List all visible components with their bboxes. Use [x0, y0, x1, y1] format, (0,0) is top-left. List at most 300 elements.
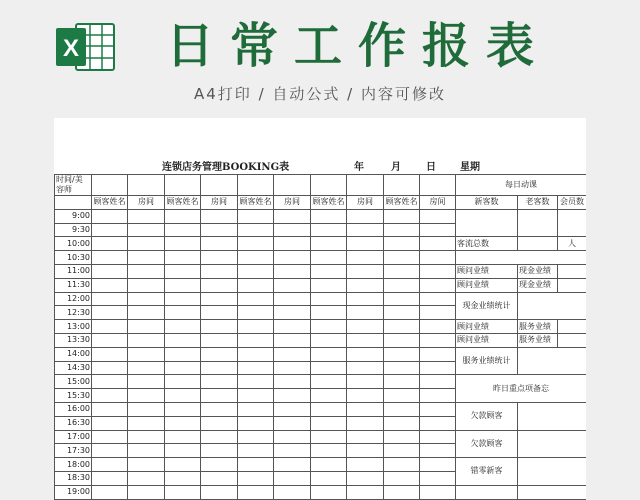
- booking-cell[interactable]: [384, 306, 420, 320]
- booking-cell[interactable]: [347, 416, 384, 430]
- booking-cell[interactable]: [384, 333, 420, 347]
- booking-cell[interactable]: [384, 209, 420, 223]
- booking-cell[interactable]: [128, 320, 165, 334]
- booking-cell[interactable]: [238, 251, 274, 265]
- header-blank[interactable]: [420, 175, 456, 196]
- header-blank[interactable]: [201, 175, 238, 196]
- booking-cell[interactable]: [165, 471, 201, 485]
- booking-cell[interactable]: [165, 333, 201, 347]
- booking-cell[interactable]: [420, 223, 456, 237]
- booking-cell[interactable]: [128, 306, 165, 320]
- booking-cell[interactable]: [347, 278, 384, 292]
- booking-cell[interactable]: [420, 292, 456, 306]
- booking-cell[interactable]: [274, 306, 311, 320]
- booking-cell[interactable]: [274, 347, 311, 361]
- booking-cell[interactable]: [92, 237, 128, 251]
- booking-cell[interactable]: [165, 485, 201, 499]
- time-slot[interactable]: 18:30: [55, 471, 92, 485]
- booking-cell[interactable]: [92, 471, 128, 485]
- total-flow-value[interactable]: [518, 237, 558, 251]
- booking-cell[interactable]: [165, 209, 201, 223]
- booking-cell[interactable]: [311, 444, 347, 458]
- booking-cell[interactable]: [274, 264, 311, 278]
- booking-cell[interactable]: [201, 485, 238, 499]
- booking-cell[interactable]: [311, 333, 347, 347]
- booking-cell[interactable]: [238, 320, 274, 334]
- booking-cell[interactable]: [128, 292, 165, 306]
- booking-cell[interactable]: [128, 389, 165, 403]
- booking-cell[interactable]: [274, 416, 311, 430]
- booking-cell[interactable]: [384, 237, 420, 251]
- blank[interactable]: [558, 278, 587, 292]
- time-slot[interactable]: 9:00: [55, 209, 92, 223]
- booking-cell[interactable]: [274, 292, 311, 306]
- time-slot[interactable]: 19:00: [55, 485, 92, 499]
- service-stats-value[interactable]: [518, 347, 587, 375]
- booking-cell[interactable]: [311, 485, 347, 499]
- table-row: [55, 278, 587, 292]
- booking-cell[interactable]: [128, 375, 165, 389]
- booking-cell[interactable]: [201, 389, 238, 403]
- booking-cell[interactable]: [201, 306, 238, 320]
- booking-cell[interactable]: [311, 320, 347, 334]
- booking-cell[interactable]: [128, 458, 165, 472]
- booking-cell[interactable]: [201, 430, 238, 444]
- header-blank[interactable]: [274, 175, 311, 196]
- booking-cell[interactable]: [92, 278, 128, 292]
- time-slot[interactable]: 16:30: [55, 416, 92, 430]
- booking-cell[interactable]: [92, 485, 128, 499]
- header-blank[interactable]: [165, 175, 201, 196]
- booking-cell[interactable]: [420, 347, 456, 361]
- time-slot[interactable]: 11:00: [55, 264, 92, 278]
- booking-cell[interactable]: [347, 375, 384, 389]
- booking-cell[interactable]: [165, 292, 201, 306]
- time-slot[interactable]: 12:30: [55, 306, 92, 320]
- excel-icon: [54, 20, 116, 74]
- booking-cell[interactable]: [128, 361, 165, 375]
- booking-cell[interactable]: [384, 444, 420, 458]
- booking-cell[interactable]: [347, 485, 384, 499]
- time-slot[interactable]: 14:00: [55, 347, 92, 361]
- booking-cell[interactable]: [420, 444, 456, 458]
- booking-cell[interactable]: [420, 430, 456, 444]
- col-room[interactable]: 房间: [420, 196, 456, 210]
- time-slot[interactable]: 10:30: [55, 251, 92, 265]
- booking-cell[interactable]: [92, 444, 128, 458]
- booking-cell[interactable]: [420, 402, 456, 416]
- carryover-value[interactable]: [518, 458, 587, 486]
- time-slot[interactable]: 15:00: [55, 375, 92, 389]
- col-customer-name[interactable]: 顾客姓名: [92, 196, 128, 210]
- booking-cell[interactable]: [274, 444, 311, 458]
- booking-cell[interactable]: [311, 306, 347, 320]
- booking-cell[interactable]: [92, 389, 128, 403]
- booking-cell[interactable]: [311, 361, 347, 375]
- booking-cell[interactable]: [165, 251, 201, 265]
- booking-cell[interactable]: [165, 347, 201, 361]
- booking-cell[interactable]: [92, 430, 128, 444]
- booking-cell[interactable]: [347, 471, 384, 485]
- blank[interactable]: [456, 485, 518, 499]
- booking-cell[interactable]: [128, 347, 165, 361]
- booking-cell[interactable]: [165, 237, 201, 251]
- booking-cell[interactable]: [420, 237, 456, 251]
- time-slot[interactable]: 12:00: [55, 292, 92, 306]
- booking-cell[interactable]: [128, 444, 165, 458]
- col-customer-name[interactable]: 顾客姓名: [384, 196, 420, 210]
- booking-cell[interactable]: [165, 223, 201, 237]
- header-blank[interactable]: [238, 175, 274, 196]
- old-customers-label[interactable]: 老客数: [518, 196, 558, 210]
- booking-cell[interactable]: [238, 402, 274, 416]
- booking-cell[interactable]: [420, 485, 456, 499]
- booking-cell[interactable]: [128, 416, 165, 430]
- col-room[interactable]: 房间: [201, 196, 238, 210]
- booking-cell[interactable]: [128, 485, 165, 499]
- booking-cell[interactable]: [347, 306, 384, 320]
- booking-cell[interactable]: [420, 264, 456, 278]
- table-row: [55, 430, 587, 444]
- booking-cell[interactable]: [238, 471, 274, 485]
- booking-cell[interactable]: [201, 416, 238, 430]
- new-value[interactable]: [456, 209, 518, 237]
- col-room[interactable]: 房间: [347, 196, 384, 210]
- booking-cell[interactable]: [274, 458, 311, 472]
- booking-cell[interactable]: [92, 223, 128, 237]
- booking-cell[interactable]: [201, 223, 238, 237]
- time-slot[interactable]: 9:30: [55, 223, 92, 237]
- blank[interactable]: [558, 320, 587, 334]
- booking-cell[interactable]: [384, 320, 420, 334]
- booking-cell[interactable]: [165, 264, 201, 278]
- booking-cell[interactable]: [128, 333, 165, 347]
- header-blank[interactable]: [92, 175, 128, 196]
- consultant-perf-label[interactable]: 顾问业绩: [456, 278, 518, 292]
- booking-cell[interactable]: [128, 278, 165, 292]
- booking-cell[interactable]: [420, 251, 456, 265]
- booking-cell[interactable]: [165, 416, 201, 430]
- booking-cell[interactable]: [201, 347, 238, 361]
- booking-cell[interactable]: [311, 389, 347, 403]
- booking-cell[interactable]: [384, 402, 420, 416]
- debt-customer-label[interactable]: 欠款顾客: [456, 402, 518, 430]
- cash-stats-value[interactable]: [518, 292, 587, 320]
- booking-cell[interactable]: [165, 430, 201, 444]
- members-label[interactable]: 会员数: [558, 196, 587, 210]
- booking-cell[interactable]: [238, 375, 274, 389]
- cash-stats-label[interactable]: 现金业绩统计: [456, 292, 518, 320]
- booking-cell[interactable]: [274, 375, 311, 389]
- debt-value[interactable]: [518, 430, 587, 458]
- booking-cell[interactable]: [238, 237, 274, 251]
- booking-cell[interactable]: [274, 430, 311, 444]
- header-blank[interactable]: [311, 175, 347, 196]
- time-slot[interactable]: 17:30: [55, 444, 92, 458]
- booking-cell[interactable]: [420, 306, 456, 320]
- total-flow-label[interactable]: 客流总数: [456, 237, 518, 251]
- booking-cell[interactable]: [384, 430, 420, 444]
- col-customer-name[interactable]: 顾客姓名: [238, 196, 274, 210]
- booking-cell[interactable]: [92, 209, 128, 223]
- booking-cell[interactable]: [384, 278, 420, 292]
- booking-cell[interactable]: [238, 264, 274, 278]
- booking-cell[interactable]: [311, 347, 347, 361]
- spreadsheet: [54, 118, 586, 500]
- booking-cell[interactable]: [384, 251, 420, 265]
- booking-cell[interactable]: [128, 209, 165, 223]
- booking-cell[interactable]: [420, 320, 456, 334]
- booking-cell[interactable]: [347, 347, 384, 361]
- booking-cell[interactable]: [165, 278, 201, 292]
- old-value[interactable]: [518, 209, 558, 237]
- consultant-perf-label[interactable]: 顾问业绩: [456, 333, 518, 347]
- booking-cell[interactable]: [92, 306, 128, 320]
- booking-cell[interactable]: [201, 471, 238, 485]
- booking-cell[interactable]: [201, 402, 238, 416]
- yesterday-notes-label[interactable]: 昨日重点项备忘: [456, 375, 587, 403]
- col-customer-name[interactable]: 顾客姓名: [165, 196, 201, 210]
- booking-cell[interactable]: [238, 444, 274, 458]
- time-slot[interactable]: 10:00: [55, 237, 92, 251]
- booking-cell[interactable]: [238, 389, 274, 403]
- booking-cell[interactable]: [92, 458, 128, 472]
- service-perf-label[interactable]: 服务业绩: [518, 333, 558, 347]
- booking-cell[interactable]: [347, 402, 384, 416]
- booking-cell[interactable]: [201, 209, 238, 223]
- booking-cell[interactable]: [238, 430, 274, 444]
- booking-cell[interactable]: [92, 347, 128, 361]
- booking-cell[interactable]: [128, 471, 165, 485]
- booking-cell[interactable]: [311, 375, 347, 389]
- booking-cell[interactable]: [274, 278, 311, 292]
- booking-cell[interactable]: [384, 416, 420, 430]
- page-subtitle: A4打印 / 自动公式 / 内容可修改: [194, 85, 446, 103]
- booking-cell[interactable]: [128, 251, 165, 265]
- booking-cell[interactable]: [274, 223, 311, 237]
- header-blank[interactable]: [384, 175, 420, 196]
- blank[interactable]: [558, 264, 587, 278]
- header-blank[interactable]: [128, 175, 165, 196]
- booking-cell[interactable]: [347, 389, 384, 403]
- booking-cell[interactable]: [347, 223, 384, 237]
- time-slot[interactable]: 11:30: [55, 278, 92, 292]
- booking-cell[interactable]: [238, 361, 274, 375]
- booking-cell[interactable]: [347, 430, 384, 444]
- time-slot[interactable]: 17:00: [55, 430, 92, 444]
- booking-cell[interactable]: [311, 278, 347, 292]
- weekday-label: 星期: [460, 162, 480, 173]
- booking-cell[interactable]: [311, 471, 347, 485]
- booking-cell[interactable]: [274, 485, 311, 499]
- booking-cell[interactable]: [384, 389, 420, 403]
- time-slot[interactable]: 16:00: [55, 402, 92, 416]
- booking-cell[interactable]: [311, 292, 347, 306]
- booking-cell[interactable]: [274, 209, 311, 223]
- booking-cell[interactable]: [420, 458, 456, 472]
- booking-cell[interactable]: [347, 444, 384, 458]
- booking-cell[interactable]: [420, 333, 456, 347]
- booking-cell[interactable]: [165, 458, 201, 472]
- booking-cell[interactable]: [92, 375, 128, 389]
- member-value[interactable]: [558, 209, 587, 237]
- booking-cell[interactable]: [201, 458, 238, 472]
- col-room[interactable]: 房间: [274, 196, 311, 210]
- booking-cell[interactable]: [274, 333, 311, 347]
- booking-cell[interactable]: [238, 347, 274, 361]
- booking-cell[interactable]: [311, 251, 347, 265]
- booking-cell[interactable]: [165, 402, 201, 416]
- booking-cell[interactable]: [165, 306, 201, 320]
- carryover-label[interactable]: 错零新客: [456, 458, 518, 486]
- header-blank[interactable]: [347, 175, 384, 196]
- blank[interactable]: [456, 251, 587, 265]
- booking-cell[interactable]: [92, 251, 128, 265]
- booking-cell[interactable]: [384, 375, 420, 389]
- logo-letter: X: [62, 35, 80, 62]
- new-customers-label[interactable]: 新客数: [456, 196, 518, 210]
- booking-cell[interactable]: [201, 361, 238, 375]
- booking-cell[interactable]: [128, 223, 165, 237]
- booking-cell[interactable]: [274, 237, 311, 251]
- booking-cell[interactable]: [128, 430, 165, 444]
- booking-cell[interactable]: [201, 292, 238, 306]
- col-customer-name[interactable]: 顾客姓名: [311, 196, 347, 210]
- booking-cell[interactable]: [311, 223, 347, 237]
- booking-cell[interactable]: [128, 402, 165, 416]
- booking-cell[interactable]: [201, 237, 238, 251]
- booking-cell[interactable]: [347, 333, 384, 347]
- person-unit[interactable]: 人: [558, 237, 587, 251]
- booking-cell[interactable]: [201, 278, 238, 292]
- booking-cell[interactable]: [311, 402, 347, 416]
- booking-cell[interactable]: [201, 375, 238, 389]
- booking-cell[interactable]: [201, 444, 238, 458]
- time-slot[interactable]: 13:30: [55, 333, 92, 347]
- booking-cell[interactable]: [384, 471, 420, 485]
- booking-cell[interactable]: [238, 292, 274, 306]
- table-row: [55, 333, 587, 347]
- booking-cell[interactable]: [420, 375, 456, 389]
- booking-cell[interactable]: [347, 264, 384, 278]
- consultant-perf-label[interactable]: 顾问业绩: [456, 320, 518, 334]
- booking-cell[interactable]: [384, 361, 420, 375]
- booking-cell[interactable]: [274, 320, 311, 334]
- booking-cell[interactable]: [238, 306, 274, 320]
- debt-customer-label[interactable]: 欠款顾客: [456, 430, 518, 458]
- booking-cell[interactable]: [384, 347, 420, 361]
- booking-cell[interactable]: [347, 361, 384, 375]
- booking-cell[interactable]: [347, 237, 384, 251]
- booking-cell[interactable]: [384, 264, 420, 278]
- booking-cell[interactable]: [238, 416, 274, 430]
- booking-cell[interactable]: [274, 361, 311, 375]
- booking-cell[interactable]: [92, 361, 128, 375]
- booking-cell[interactable]: [92, 320, 128, 334]
- booking-cell[interactable]: [311, 264, 347, 278]
- booking-cell[interactable]: [92, 292, 128, 306]
- blank[interactable]: [558, 333, 587, 347]
- booking-cell[interactable]: [238, 458, 274, 472]
- booking-cell[interactable]: [420, 209, 456, 223]
- table-row: [55, 209, 587, 223]
- booking-cell[interactable]: [238, 209, 274, 223]
- table-row: [55, 237, 587, 251]
- booking-cell[interactable]: [92, 402, 128, 416]
- booking-cell[interactable]: [165, 389, 201, 403]
- booking-cell[interactable]: [92, 416, 128, 430]
- booking-cell[interactable]: [420, 471, 456, 485]
- debt-value[interactable]: [518, 402, 587, 430]
- cash-perf-label[interactable]: 现金业绩: [518, 264, 558, 278]
- time-slot[interactable]: 13:00: [55, 320, 92, 334]
- booking-cell[interactable]: [347, 251, 384, 265]
- table-row: [55, 375, 587, 389]
- consultant-perf-label[interactable]: 顾问业绩: [456, 264, 518, 278]
- booking-cell[interactable]: [238, 278, 274, 292]
- booking-cell[interactable]: [238, 485, 274, 499]
- service-stats-label[interactable]: 服务业绩统计: [456, 347, 518, 375]
- booking-cell[interactable]: [92, 333, 128, 347]
- booking-cell[interactable]: [165, 361, 201, 375]
- booking-cell[interactable]: [274, 402, 311, 416]
- booking-cell[interactable]: [128, 237, 165, 251]
- col-room[interactable]: 房间: [128, 196, 165, 210]
- booking-cell[interactable]: [274, 251, 311, 265]
- booking-cell[interactable]: [238, 333, 274, 347]
- cash-perf-label[interactable]: 现金业绩: [518, 278, 558, 292]
- booking-cell[interactable]: [311, 458, 347, 472]
- booking-cell[interactable]: [311, 209, 347, 223]
- time-slot[interactable]: 14:30: [55, 361, 92, 375]
- booking-cell[interactable]: [128, 264, 165, 278]
- booking-cell[interactable]: [165, 375, 201, 389]
- daily-title[interactable]: 每日动课: [456, 175, 587, 196]
- corner-label[interactable]: 时间/美容师: [55, 175, 92, 196]
- booking-cell[interactable]: [384, 458, 420, 472]
- booking-cell[interactable]: [420, 278, 456, 292]
- booking-cell[interactable]: [311, 237, 347, 251]
- booking-cell[interactable]: [311, 430, 347, 444]
- time-slot[interactable]: 15:30: [55, 389, 92, 403]
- booking-cell[interactable]: [384, 223, 420, 237]
- booking-cell[interactable]: [420, 361, 456, 375]
- booking-cell[interactable]: [347, 292, 384, 306]
- booking-cell[interactable]: [201, 333, 238, 347]
- booking-cell[interactable]: [347, 320, 384, 334]
- service-perf-label[interactable]: 服务业绩: [518, 320, 558, 334]
- booking-cell[interactable]: [347, 209, 384, 223]
- time-slot[interactable]: 18:00: [55, 458, 92, 472]
- booking-cell[interactable]: [201, 264, 238, 278]
- booking-cell[interactable]: [347, 458, 384, 472]
- booking-cell[interactable]: [201, 251, 238, 265]
- booking-cell[interactable]: [92, 264, 128, 278]
- booking-cell[interactable]: [274, 389, 311, 403]
- booking-cell[interactable]: [165, 320, 201, 334]
- booking-cell[interactable]: [384, 292, 420, 306]
- booking-cell[interactable]: [420, 389, 456, 403]
- booking-cell[interactable]: [274, 471, 311, 485]
- booking-cell[interactable]: [311, 416, 347, 430]
- blank[interactable]: [518, 485, 587, 499]
- booking-cell[interactable]: [384, 485, 420, 499]
- booking-cell[interactable]: [420, 416, 456, 430]
- booking-cell[interactable]: [238, 223, 274, 237]
- booking-cell[interactable]: [201, 320, 238, 334]
- header-blank[interactable]: [55, 196, 92, 210]
- booking-cell[interactable]: [165, 444, 201, 458]
